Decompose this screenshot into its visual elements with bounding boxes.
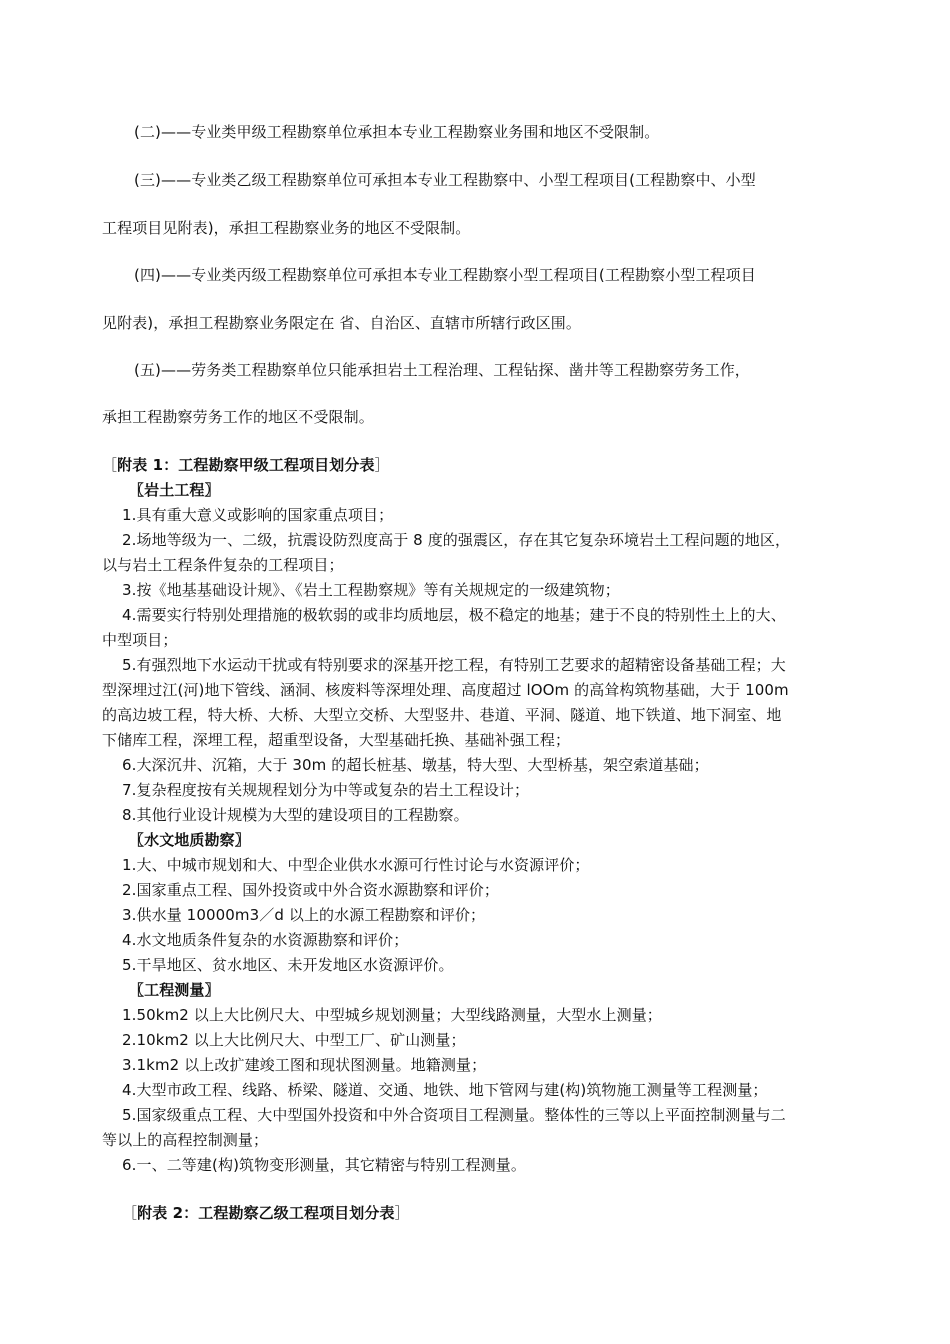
geotech-item-3: 3.按《地基基础设计规》、《岩土工程勘察规》等有关规规定的一级建筑物； xyxy=(122,581,620,599)
geotech-item-5-cont-2: 的高边坡工程，特大桥、大桥、大型立交桥、大型竖井、巷道、平洞、隧道、地下铁道、地下洞室、地 xyxy=(102,706,782,724)
geotech-item-5-cont-1: 型深埋过江(河)地下管线、涵洞、核废料等深埋处理、高度超过 lOOm 的高耸构筑物基础，大于 100m xyxy=(102,681,789,699)
geotech-item-5-cont-3: 下储库工程，深埋工程，超重型设备，大型基础托换、基础补强工程； xyxy=(102,731,571,749)
geotech-item-5: 5.有强烈地下水运动干扰或有特别要求的深基开挖工程，有特别工艺要求的超精密设备基础工程；大 xyxy=(122,656,786,674)
survey-item-5: 5.国家级重点工程、大中型国外投资和中外合资项目工程测量。整体性的三等以上平面控制测量与二 xyxy=(122,1106,786,1124)
survey-item-6: 6.一、二等建(构)筑物变形测量，其它精密与特别工程测量。 xyxy=(122,1156,526,1174)
paragraph-5-line-2: 承担工程勘察劳务工作的地区不受限制。 xyxy=(102,408,374,426)
bracket-close-2: ］ xyxy=(394,1204,410,1222)
paragraph-4-line-2: 见附表)，承担工程勘察业务限定在 省、自治区、直辖市所辖行政区围。 xyxy=(102,314,581,332)
hydro-item-5: 5.干旱地区、贫水地区、未开发地区水资源评价。 xyxy=(122,956,454,974)
bracket-close: ］ xyxy=(374,456,390,474)
hydro-item-2: 2.国家重点工程、国外投资或中外合资水源勘察和评价； xyxy=(122,881,499,899)
bracket-open-2: ［ xyxy=(122,1204,138,1222)
survey-item-5-cont: 等以上的高程控制测量； xyxy=(102,1131,269,1149)
paragraph-5-line-1: (五)——劳务类工程勘察单位只能承担岩土工程治理、工程钻探、凿井等工程勘察劳务工作， xyxy=(134,361,750,379)
paragraph-2: (二)——专业类甲级工程勘察单位承担本专业工程勘察业务围和地区不受限制。 xyxy=(134,123,660,141)
section-heading-survey: 〖工程测量〗 xyxy=(129,981,220,999)
geotech-item-1: 1.具有重大意义或影响的国家重点项目； xyxy=(122,506,394,524)
appendix-1-title xyxy=(102,455,390,475)
appendix-2-title xyxy=(122,1203,410,1223)
section-heading-hydro: 〖水文地质勘察〗 xyxy=(129,831,250,849)
appendix-2-title-text: 附表 2：工程勘察乙级工程项目划分表 xyxy=(137,1204,395,1222)
geotech-item-2: 2.场地等级为一、二级，抗震设防烈度高于 8 度的强震区，存在其它复杂环境岩土工程问题的地区， xyxy=(122,531,791,549)
geotech-item-2-cont: 以与岩土工程条件复杂的工程项目； xyxy=(102,556,344,574)
bracket-open: ［ xyxy=(102,456,118,474)
geotech-item-7: 7.复杂程度按有关规规程划分为中等或复杂的岩土工程设计； xyxy=(122,781,530,799)
geotech-item-8: 8.其他行业设计规模为大型的建设项目的工程勘察。 xyxy=(122,806,469,824)
paragraph-3-line-1: (三)——专业类乙级工程勘察单位可承担本专业工程勘察中、小型工程项目(工程勘察中、小型 xyxy=(134,171,756,189)
paragraph-4-line-1: (四)——专业类丙级工程勘察单位可承担本专业工程勘察小型工程项目(工程勘察小型工程项目 xyxy=(134,266,756,284)
paragraph-3-line-2: 工程项目见附表)，承担工程勘察业务的地区不受限制。 xyxy=(102,219,471,237)
section-heading-geotech: 〖岩土工程〗 xyxy=(129,481,220,499)
appendix-1-title-text: 附表 1：工程勘察甲级工程项目划分表 xyxy=(117,456,375,474)
geotech-item-4-cont: 中型项目； xyxy=(102,631,178,649)
geotech-item-4: 4.需要实行特别处理措施的极软弱的或非均质地层，极不稳定的地基；建于不良的特别性土上的大、 xyxy=(122,606,786,624)
geotech-item-6: 6.大深沉井、沉箱，大于 30m 的超长桩基、墩基，特大型、大型桥基，架空索道基础； xyxy=(122,756,709,774)
hydro-item-3: 3.供水量 10000m3／d 以上的水源工程勘察和评价； xyxy=(122,906,486,924)
survey-item-1: 1.50km2 以上大比例尺大、中型城乡规划测量；大型线路测量，大型水上测量； xyxy=(122,1006,662,1024)
survey-item-3: 3.1km2 以上改扩建竣工图和现状图测量。地籍测量； xyxy=(122,1056,487,1074)
survey-item-2: 2.10km2 以上大比例尺大、中型工厂、矿山测量； xyxy=(122,1031,466,1049)
survey-item-4: 4.大型市政工程、线路、桥梁、隧道、交通、地铁、地下管网与建(构)筑物施工测量等工程测量； xyxy=(122,1081,768,1099)
hydro-item-1: 1.大、中城市规划和大、中型企业供水水源可行性讨论与水资源评价； xyxy=(122,856,590,874)
hydro-item-4: 4.水文地质条件复杂的水资源勘察和评价； xyxy=(122,931,409,949)
